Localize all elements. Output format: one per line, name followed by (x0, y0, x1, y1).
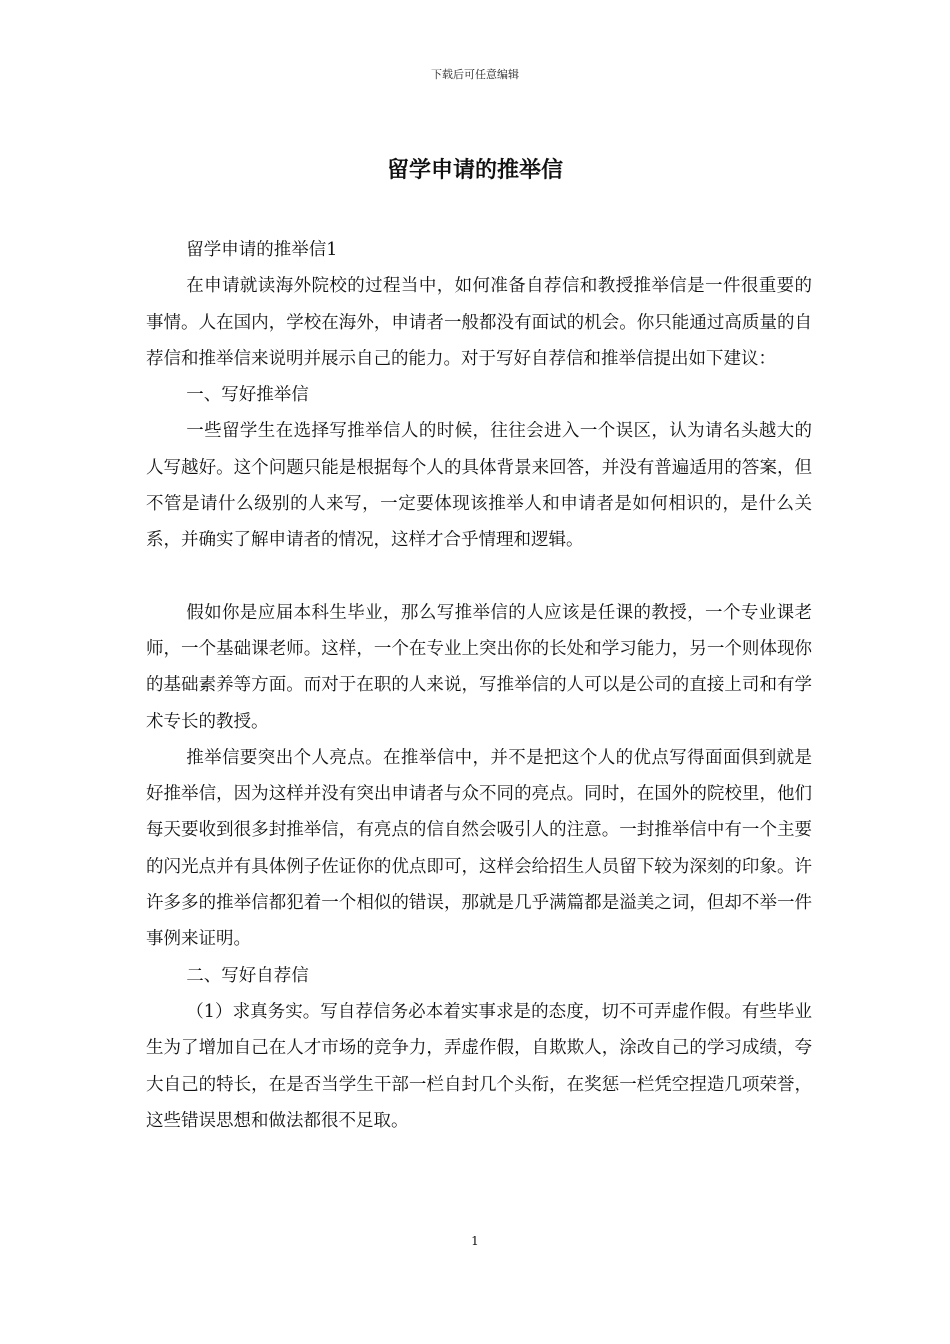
paragraph-recommender-choice: 一些留学生在选择写推举信人的时候，往往会进入一个误区，认为请名头越大的人写越好。这个问题只能是根据每个人的具体背景来回答，并没有普遍适用的答案，但不管是请什么级别的人来写，一定要体现该推举人和申请者是如何相识的，是什么关系，并确实了解申请者的情况，这样才合乎情理和逻辑。 (146, 421, 812, 551)
paragraph-intro: 在申请就读海外院校的过程当中，如何准备自荐信和教授推举信是一件很重要的事情。人在国内，学校在海外，申请者一般都没有面试的机会。你只能通过高质量的自荐信和推举信来说明并展示自己的能力。对于写好自荐信和推举信提出如下建议： (146, 276, 812, 369)
document-title: 留学申请的推举信 (386, 157, 563, 183)
paragraph-subtitle: 留学申请的推举信1 (186, 240, 338, 260)
paragraph-truthfulness: （1）求真务实。写自荐信务必本着实事求是的态度，切不可弄虚作假。有些毕业生为了增加自己在人才市场的竞争力，弄虚作假，自欺欺人，涂改自己的学习成绩，夸大自己的特长，在是否当学生干部一栏自封几个头衔，在奖惩一栏凭空捏造几项荣誉，这些错误思想和做法都很不足取。 (146, 1001, 812, 1131)
paragraph-highlights: 推举信要突出个人亮点。在推举信中，并不是把这个人的优点写得面面俱到就是好推举信，因为这样并没有突出申请者与众不同的亮点。同时，在国外的院校里，他们每天要收到很多封推举信，有亮点的信自然会吸引人的注意。一封推举信中有一个主要的闪光点并有具体例子佐证你的优点即可，这样会给招生人员留下较为深刻的印象。许许多多的推举信都犯着一个相似的错误，那就是几乎满篇都是溢美之词，但却不举一件事例来证明。 (146, 747, 812, 950)
header-note: 下载后可任意编辑 (431, 68, 519, 81)
page-number: 1 (471, 1234, 479, 1248)
paragraph-undergraduate: 假如你是应届本科生毕业，那么写推举信的人应该是任课的教授，一个专业课老师，一个基础课老师。这样，一个在专业上突出你的长处和学习能力，另一个则体现你的基础素养等方面。而对于在职的人来说，写推举信的人可以是公司的直接上司和有学术专长的教授。 (146, 602, 812, 732)
section-heading-self-recommendation: 二、写好自荐信 (186, 965, 309, 986)
section-heading-recommendation: 一、写好推举信 (186, 385, 309, 406)
document-body (146, 232, 812, 1139)
